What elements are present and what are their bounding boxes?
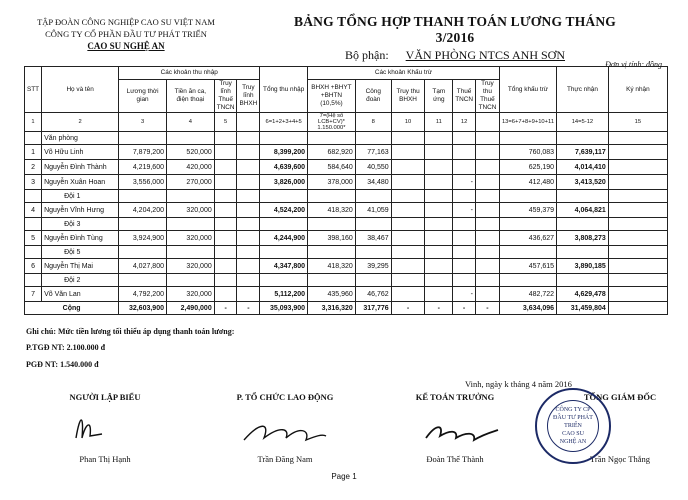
cell-a1 — [214, 287, 237, 302]
empty-cell — [391, 190, 425, 203]
empty-cell — [237, 274, 260, 287]
cell-b2 — [425, 145, 453, 160]
col-net: Thực nhận — [557, 67, 609, 113]
empty-cell — [308, 246, 356, 259]
cell-allow: 320,000 — [167, 231, 215, 246]
empty-cell — [308, 274, 356, 287]
col-sign: Ký nhận — [608, 67, 667, 113]
cell-a2 — [237, 175, 260, 190]
empty-cell — [119, 218, 167, 231]
cell-b1 — [391, 203, 425, 218]
total-allow: 2,490,000 — [167, 302, 215, 315]
index-cell: 11 — [425, 113, 453, 132]
empty-cell — [214, 246, 237, 259]
stt-cell: 1 — [25, 145, 42, 160]
date-line: Vinh, ngày k tháng 4 năm 2016 — [465, 379, 572, 389]
empty-cell — [453, 246, 476, 259]
index-cell: 7=(Hệ số LCB+CV)* 1.150.000* — [308, 113, 356, 132]
cell-a1 — [214, 231, 237, 246]
col-base-salary: Lương thời gian — [119, 80, 167, 113]
unit-label: Đơn vị tính: đồng — [605, 60, 662, 69]
stt-cell — [25, 246, 42, 259]
col-arrears-tax: Truy lĩnh Thuế TNCN — [214, 80, 237, 113]
cell-bhxh: 435,960 — [308, 287, 356, 302]
cell-b2 — [425, 160, 453, 175]
company-branch: CAO SU NGHỆ AN — [87, 41, 165, 51]
total-a1: - — [214, 302, 237, 315]
cell-b3 — [475, 287, 499, 302]
signature-block-accountant — [390, 392, 520, 464]
sign-cell — [608, 302, 667, 315]
index-cell — [475, 113, 499, 132]
stt-cell: 7 — [25, 287, 42, 302]
cell-union: 39,295 — [355, 259, 391, 274]
cell-a1 — [214, 160, 237, 175]
group-name: Văn phòng — [42, 132, 119, 145]
empty-cell — [119, 190, 167, 203]
cell-tax: - — [453, 287, 476, 302]
cell-deduct: 459,379 — [499, 203, 556, 218]
company-group-name: TẬP ĐOÀN CÔNG NGHIỆP CAO SU VIỆT NAM — [37, 17, 215, 27]
empty-cell — [167, 190, 215, 203]
total-total: 35,093,900 — [260, 302, 308, 315]
empty-cell — [308, 190, 356, 203]
empty-cell — [608, 246, 667, 259]
note-ptgd: P.TGĐ NT: 2.100.000 đ — [26, 343, 106, 352]
employee-name: Võ Hữu Linh — [42, 145, 119, 160]
company-stamp — [535, 388, 611, 464]
empty-cell — [499, 190, 556, 203]
empty-cell — [167, 218, 215, 231]
subgroup-row — [25, 190, 668, 203]
empty-cell — [499, 246, 556, 259]
total-label: Cộng — [25, 302, 119, 315]
page-label: Page 1 — [331, 472, 357, 481]
cell-a1 — [214, 259, 237, 274]
cell-base: 4,792,200 — [119, 287, 167, 302]
empty-cell — [475, 274, 499, 287]
stt-cell: 4 — [25, 203, 42, 218]
cell-bhxh: 418,320 — [308, 259, 356, 274]
sign-cell — [608, 287, 667, 302]
empty-cell — [475, 190, 499, 203]
cell-allow: 320,000 — [167, 287, 215, 302]
table-row — [25, 203, 668, 218]
cell-net: 3,808,273 — [557, 231, 609, 246]
empty-cell — [355, 190, 391, 203]
empty-cell — [355, 274, 391, 287]
col-tax-arrears: Truy thu Thuế TNCN — [475, 80, 499, 113]
signature-handwritten-accountant — [422, 418, 502, 448]
document-title: BẢNG TỔNG HỢP THANH TOÁN LƯƠNG THÁNG 3/2016 — [293, 14, 616, 45]
employee-name: Nguyễn Vĩnh Hưng — [42, 203, 119, 218]
table-row — [25, 231, 668, 246]
cell-bhxh: 584,640 — [308, 160, 356, 175]
empty-cell — [391, 218, 425, 231]
stt-cell: 5 — [25, 231, 42, 246]
cell-bhxh: 682,920 — [308, 145, 356, 160]
stamp-line: CÔNG TY CP — [555, 407, 591, 413]
cell-a2 — [237, 145, 260, 160]
stt-cell: 6 — [25, 259, 42, 274]
total-a2: - — [237, 302, 260, 315]
cell-b1 — [391, 287, 425, 302]
employee-name: Nguyễn Đình Thành — [42, 160, 119, 175]
cell-a2 — [237, 203, 260, 218]
table-row — [25, 160, 668, 175]
stamp-line: CAO SU — [562, 431, 584, 437]
cell-bhxh: 398,160 — [308, 231, 356, 246]
empty-cell — [260, 218, 308, 231]
cell-total: 8,399,200 — [260, 145, 308, 160]
cell-a1 — [214, 175, 237, 190]
empty-cell — [237, 218, 260, 231]
empty-cell — [475, 132, 499, 145]
cell-bhxh: 378,000 — [308, 175, 356, 190]
sign-cell — [608, 203, 667, 218]
stt-cell — [25, 274, 42, 287]
cell-deduct: 436,627 — [499, 231, 556, 246]
total-bhxh: 3,316,320 — [308, 302, 356, 315]
sign-cell — [608, 160, 667, 175]
note-pgd: PGĐ NT: 1.540.000 đ — [26, 360, 99, 369]
empty-cell — [557, 246, 609, 259]
empty-cell — [557, 218, 609, 231]
col-total-deduct: Tổng khấu trừ — [499, 67, 556, 113]
index-cell — [237, 113, 260, 132]
empty-cell — [499, 132, 556, 145]
index-cell: 4 — [167, 113, 215, 132]
empty-cell — [425, 132, 453, 145]
signature-name: Trần Ngọc Thắng — [590, 454, 650, 464]
subgroup-name: Đội 3 — [42, 218, 119, 231]
index-cell: 3 — [119, 113, 167, 132]
signature-title: NGƯỜI LẬP BIỂU — [69, 392, 141, 402]
document-header — [275, 14, 635, 63]
empty-cell — [425, 190, 453, 203]
header-row-1 — [25, 67, 668, 80]
index-cell: 1 — [25, 113, 42, 132]
cell-union: 41,059 — [355, 203, 391, 218]
empty-cell — [557, 190, 609, 203]
employee-name: Võ Văn Lan — [42, 287, 119, 302]
stamp-line: NGHỆ AN — [559, 439, 587, 445]
cell-net: 7,639,117 — [557, 145, 609, 160]
cell-base: 3,556,000 — [119, 175, 167, 190]
cell-tax — [453, 259, 476, 274]
index-cell: 5 — [214, 113, 237, 132]
col-total-income: Tổng thu nhập — [260, 67, 308, 113]
index-cell: 8 — [355, 113, 391, 132]
empty-cell — [119, 274, 167, 287]
signature-title: TỔNG GIÁM ĐỐC — [583, 392, 657, 402]
cell-base: 4,204,200 — [119, 203, 167, 218]
cell-b1 — [391, 175, 425, 190]
empty-cell — [214, 218, 237, 231]
total-tax: - — [453, 302, 476, 315]
employee-name: Nguyễn Đình Tùng — [42, 231, 119, 246]
cell-tax: - — [453, 175, 476, 190]
empty-cell — [608, 132, 667, 145]
cell-a2 — [237, 231, 260, 246]
empty-cell — [557, 132, 609, 145]
sign-cell — [608, 145, 667, 160]
cell-b2 — [425, 287, 453, 302]
department-value: VĂN PHÒNG NTCS ANH SƠN — [405, 48, 566, 62]
cell-union: 46,762 — [355, 287, 391, 302]
stt-cell — [25, 218, 42, 231]
col-union: Công đoàn — [355, 80, 391, 113]
empty-cell — [391, 132, 425, 145]
signature-block-preparer — [30, 392, 180, 464]
empty-cell — [260, 246, 308, 259]
signature-handwritten-preparer — [62, 408, 112, 448]
signature-name: Đoàn Thế Thành — [426, 454, 484, 464]
signature-block-labor — [205, 392, 365, 464]
cell-total: 4,639,600 — [260, 160, 308, 175]
cell-allow: 420,000 — [167, 160, 215, 175]
index-cell: 13=6+7+8+9+10+11 — [499, 113, 556, 132]
total-net: 31,459,804 — [557, 302, 609, 315]
cell-total: 4,524,200 — [260, 203, 308, 218]
empty-cell — [237, 190, 260, 203]
payroll-body — [25, 113, 668, 315]
cell-b1 — [391, 145, 425, 160]
total-deduct: 3,634,096 — [499, 302, 556, 315]
total-base: 32,603,900 — [119, 302, 167, 315]
cell-deduct: 457,615 — [499, 259, 556, 274]
cell-union: 34,480 — [355, 175, 391, 190]
stt-cell: 2 — [25, 160, 42, 175]
cell-tax — [453, 231, 476, 246]
cell-union: 40,550 — [355, 160, 391, 175]
index-cell: 2 — [42, 113, 119, 132]
company-header — [16, 16, 236, 52]
cell-b1 — [391, 231, 425, 246]
signature-name: Trần Đăng Nam — [257, 454, 313, 464]
cell-b3 — [475, 231, 499, 246]
cell-a2 — [237, 160, 260, 175]
cell-b3 — [475, 145, 499, 160]
subgroup-row — [25, 274, 668, 287]
col-name: Họ và tên — [42, 67, 119, 113]
cell-allow: 270,000 — [167, 175, 215, 190]
cell-b2 — [425, 175, 453, 190]
stamp-line: ĐẦU TƯ PHÁT TRIỂN — [553, 415, 593, 429]
cell-total: 4,244,900 — [260, 231, 308, 246]
index-row — [25, 113, 668, 132]
empty-cell — [167, 274, 215, 287]
empty-cell — [425, 246, 453, 259]
empty-cell — [557, 274, 609, 287]
col-bhxh-arrears: Truy thu BHXH — [391, 80, 425, 113]
empty-cell — [453, 132, 476, 145]
cell-a1 — [214, 203, 237, 218]
department-label: Bộ phận: — [344, 48, 389, 62]
cell-b1 — [391, 160, 425, 175]
subgroup-name: Đội 5 — [42, 246, 119, 259]
empty-cell — [499, 218, 556, 231]
col-bhxh: BHXH +BHYT +BHTN (10,5%) — [308, 80, 356, 113]
empty-cell — [475, 246, 499, 259]
empty-cell — [167, 246, 215, 259]
signature-handwritten-labor — [240, 418, 330, 448]
col-arrears-ins: Truy lĩnh BHXH — [237, 80, 260, 113]
cell-a2 — [237, 287, 260, 302]
cell-base: 3,924,900 — [119, 231, 167, 246]
cell-deduct: 482,722 — [499, 287, 556, 302]
sign-cell — [608, 259, 667, 274]
stt-cell: 3 — [25, 175, 42, 190]
cell-allow: 320,000 — [167, 203, 215, 218]
empty-cell — [214, 274, 237, 287]
signature-title: KẾ TOÁN TRƯỞNG — [415, 392, 495, 402]
employee-name: Nguyễn Thị Mai — [42, 259, 119, 274]
empty-cell — [608, 274, 667, 287]
cell-deduct: 625,190 — [499, 160, 556, 175]
cell-union: 77,163 — [355, 145, 391, 160]
cell-net: 3,890,185 — [557, 259, 609, 274]
subgroup-name: Đội 1 — [42, 190, 119, 203]
subgroup-row — [25, 218, 668, 231]
empty-cell — [260, 132, 308, 145]
empty-cell — [119, 246, 167, 259]
col-tax: Thuế TNCN — [453, 80, 476, 113]
sign-cell — [608, 231, 667, 246]
empty-cell — [499, 274, 556, 287]
index-cell: 14=5-12 — [557, 113, 609, 132]
cell-bhxh: 418,320 — [308, 203, 356, 218]
group-row — [25, 132, 668, 145]
sign-cell — [608, 175, 667, 190]
cell-a1 — [214, 145, 237, 160]
table-row — [25, 259, 668, 274]
cell-b2 — [425, 259, 453, 274]
signature-name: Phan Thị Hạnh — [79, 454, 131, 464]
cell-union: 38,467 — [355, 231, 391, 246]
index-cell: 12 — [453, 113, 476, 132]
empty-cell — [308, 218, 356, 231]
total-union: 317,776 — [355, 302, 391, 315]
note-line: Ghi chú: Mức tiền lương tối thiểu áp dụng thanh toán lương: — [26, 327, 235, 336]
empty-cell — [237, 246, 260, 259]
cell-net: 4,629,478 — [557, 287, 609, 302]
empty-cell — [214, 132, 237, 145]
cell-b3 — [475, 160, 499, 175]
empty-cell — [355, 246, 391, 259]
department-line — [275, 48, 635, 63]
cell-net: 4,014,410 — [557, 160, 609, 175]
company-name: CÔNG TY CỔ PHẦN ĐẦU TƯ PHÁT TRIỂN — [45, 29, 207, 39]
table-row — [25, 175, 668, 190]
cell-deduct: 760,083 — [499, 145, 556, 160]
empty-cell — [453, 218, 476, 231]
cell-allow: 320,000 — [167, 259, 215, 274]
col-allowance: Tiền ăn ca, điện thoại — [167, 80, 215, 113]
index-cell: 6=1+2+3+4+5 — [260, 113, 308, 132]
cell-b1 — [391, 259, 425, 274]
subgroup-name: Đội 2 — [42, 274, 119, 287]
total-row — [25, 302, 668, 315]
cell-deduct: 412,480 — [499, 175, 556, 190]
cell-allow: 520,000 — [167, 145, 215, 160]
index-cell: 10 — [391, 113, 425, 132]
cell-tax: - — [453, 203, 476, 218]
col-stt: STT — [25, 67, 42, 113]
col-advance: Tạm ứng — [425, 80, 453, 113]
empty-cell — [214, 190, 237, 203]
col-deduct-group: Các khoản Khấu trừ — [308, 67, 500, 80]
cell-tax — [453, 160, 476, 175]
cell-base: 7,879,200 — [119, 145, 167, 160]
empty-cell — [391, 274, 425, 287]
table-row — [25, 287, 668, 302]
cell-b2 — [425, 203, 453, 218]
empty-cell — [391, 246, 425, 259]
table-row — [25, 145, 668, 160]
empty-cell — [425, 274, 453, 287]
empty-cell — [260, 274, 308, 287]
stt-cell — [25, 190, 42, 203]
empty-cell — [453, 190, 476, 203]
payroll-table — [24, 66, 668, 315]
empty-cell — [425, 218, 453, 231]
empty-cell — [167, 132, 215, 145]
cell-base: 4,027,800 — [119, 259, 167, 274]
empty-cell — [475, 218, 499, 231]
cell-total: 3,826,000 — [260, 175, 308, 190]
empty-cell — [260, 190, 308, 203]
cell-b3 — [475, 203, 499, 218]
total-b2: - — [425, 302, 453, 315]
empty-cell — [119, 132, 167, 145]
empty-cell — [237, 132, 260, 145]
cell-total: 4,347,800 — [260, 259, 308, 274]
cell-b2 — [425, 231, 453, 246]
index-cell: 15 — [608, 113, 667, 132]
col-income-group: Các khoản thu nhập — [119, 67, 260, 80]
empty-cell — [355, 218, 391, 231]
cell-a2 — [237, 259, 260, 274]
empty-cell — [608, 190, 667, 203]
empty-cell — [308, 132, 356, 145]
cell-total: 5,112,200 — [260, 287, 308, 302]
cell-b3 — [475, 175, 499, 190]
total-b3: - — [475, 302, 499, 315]
subgroup-row — [25, 246, 668, 259]
cell-net: 4,064,821 — [557, 203, 609, 218]
cell-base: 4,219,600 — [119, 160, 167, 175]
cell-tax — [453, 145, 476, 160]
cell-b3 — [475, 259, 499, 274]
cell-net: 3,413,520 — [557, 175, 609, 190]
empty-cell — [608, 218, 667, 231]
empty-cell — [355, 132, 391, 145]
total-b1: - — [391, 302, 425, 315]
signature-title: P. TỔ CHỨC LAO ĐỘNG — [236, 392, 334, 402]
employee-name: Nguyễn Xuân Hoan — [42, 175, 119, 190]
stamp-inner — [547, 400, 599, 452]
stt-cell — [25, 132, 42, 145]
empty-cell — [453, 274, 476, 287]
